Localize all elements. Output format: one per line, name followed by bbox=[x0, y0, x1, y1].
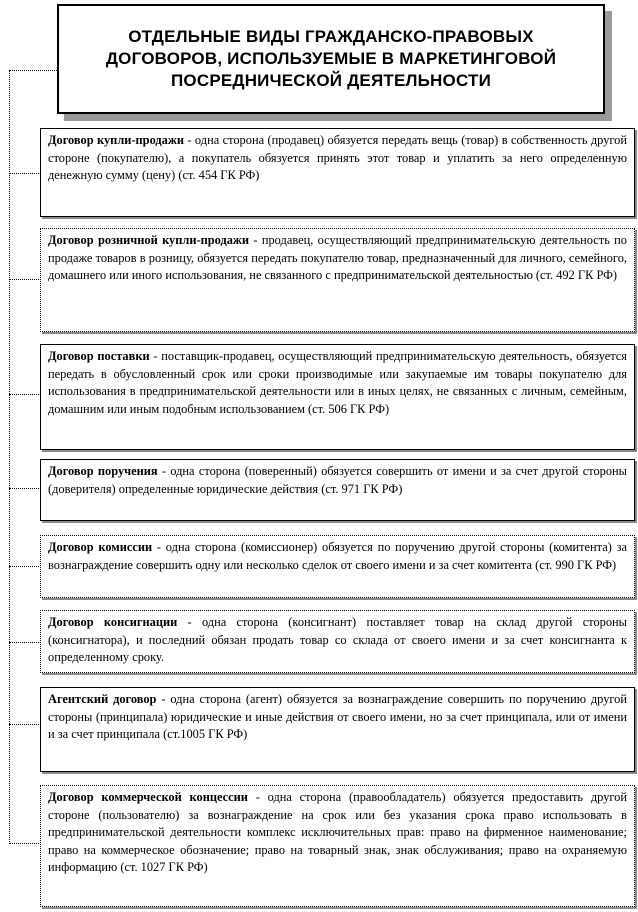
connector-title bbox=[9, 70, 57, 71]
contract-box-supply bbox=[40, 344, 635, 450]
contract-term: Договор консигнации bbox=[48, 615, 178, 629]
contract-term: Договор поручения bbox=[48, 464, 158, 478]
diagram-title: ОТДЕЛЬНЫЕ ВИДЫ ГРАЖДАНСКО-ПРАВОВЫХ ДОГОВОРОВ, ИСПОЛЬЗУЕМЫЕ В МАРКЕТИНГОВОЙ ПОСРЕДНИЧЕСКОЙ ДЕЯТЕЛЬНОСТИ bbox=[105, 27, 557, 90]
contract-definition: - поставщик-продавец, осуществляющий предпринимательскую деятельность, обязуется передать в обусловленный срок или сроки производимые или закупаемые им товары покупателю для использования в предпринимательской деятельности или в иных целях, не связанных с личным, семейным, домашним или иным подобным использованием (ст. 506 ГК РФ) bbox=[48, 349, 627, 416]
contract-term: Договор поставки bbox=[48, 349, 150, 363]
contract-box-commission bbox=[40, 535, 635, 598]
contract-box-agency-order bbox=[40, 459, 635, 521]
diagram-title-box bbox=[57, 4, 605, 114]
contract-definition: - одна сторона (комиссионер) обязуется по поручению другой стороны (комитента) за вознаграждение совершить одну или несколько сделок от своего имени и за счет комитента (ст. 990 ГК РФ) bbox=[48, 540, 627, 572]
contract-box-sale bbox=[40, 128, 635, 217]
contract-box-retail-sale bbox=[40, 228, 635, 332]
contract-term: Договор коммерческой концессии bbox=[48, 790, 248, 804]
contract-box-consignment bbox=[40, 610, 635, 673]
contract-term: Договор комиссии bbox=[48, 540, 153, 554]
contract-definition: - одна сторона (продавец) обязуется передать вещь (товар) в собственность другой стороне (покупателю), а покупатель обязуется принять этот товар и уплатить за него определенную денежную сумму (цену) (ст. 454 ГК РФ) bbox=[48, 133, 628, 183]
contract-definition: - продавец, осуществляющий предпринимательскую деятельность по продаже товаров в розницу, обязуется передать покупателю товар, предназначенный для личного, семейного, домашнего или иного использования, не связанного с предпринимательской деятельностью (ст. 492 ГК РФ) bbox=[48, 233, 628, 283]
contract-definition: - одна сторона (поверенный) обязуется совершить от имени и за счет другой стороны (доверителя) определенные юридические действия (ст. 971 ГК РФ) bbox=[48, 464, 628, 496]
contract-term: Договор купли-продажи bbox=[48, 133, 184, 147]
contract-term: Договор розничной купли-продажи bbox=[48, 233, 250, 247]
contract-term: Агентский договор bbox=[48, 692, 157, 706]
contract-box-agent bbox=[40, 687, 635, 772]
contract-box-franchise bbox=[40, 785, 635, 907]
connector-trunk bbox=[9, 70, 10, 844]
contract-definition: - одна сторона (консигнант) поставляет товар на склад другой стороны (консигнатора), и последний обязан продать товар со склада от своего имени и за счет консигнанта к определенному сроку. bbox=[48, 615, 627, 665]
contract-definition: - одна сторона (агент) обязуется за вознаграждение совершить по поручению другой стороны (принципала) юридические и иные действия от своего имени, но за счет принципала, или от имени и за счет принципала (ст.1005 ГК РФ) bbox=[48, 692, 627, 742]
contract-definition: - одна сторона (правообладатель) обязуется предоставить другой стороне (пользователю) за вознаграждение на срок или без указания срока право использовать в предпринимательской деятельности комплекс исключительных прав: право на фирменное наименование; право на коммерческое обозначение; право на товарный знак, знак обслуживания; право на охраняемую информацию (ст. 1027 ГК РФ) bbox=[48, 790, 627, 875]
